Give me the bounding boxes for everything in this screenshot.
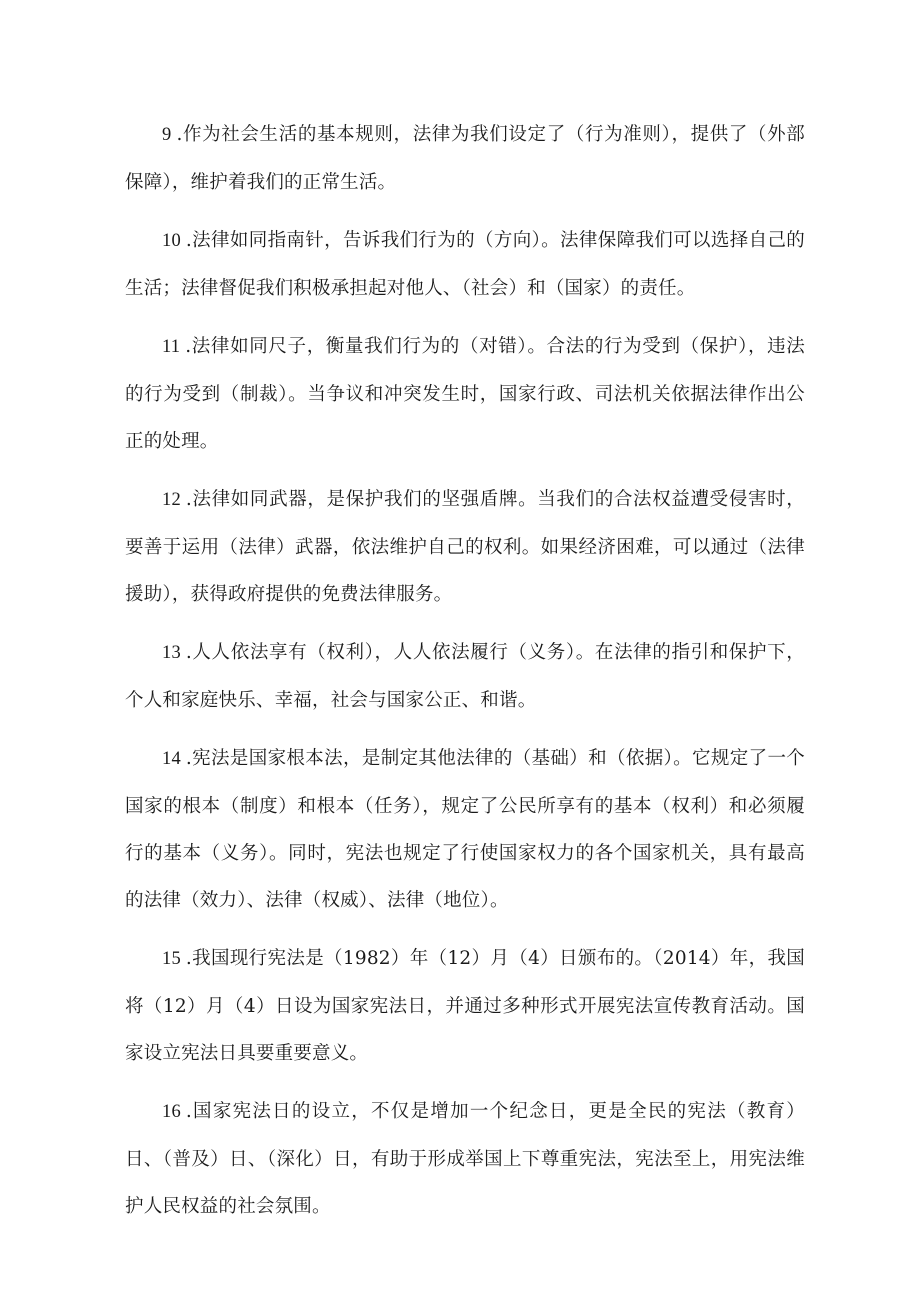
paragraph-text: .宪法是国家根本法，是制定其他法律的（基础）和（依据）。它规定了一个国家的根本（制度）和根本（任务），规定了公民所享有的基本（权利）和必须履行的基本（义务）。同时，宪法也规定了行使国家权力的各个国家机关，具有最高的法律（效力）、法律（权威）、法律（地位）。 (125, 748, 805, 911)
paragraph-text: .法律如同尺子，衡量我们行为的（对错）。合法的行为受到（保护），违法的行为受到（制裁）。当争议和冲突发生时，国家行政、司法机关依据法律作出公正的处理。 (125, 336, 805, 452)
document-body (125, 111, 805, 1241)
paragraph-12 (125, 476, 805, 618)
paragraph-number: 10 (162, 231, 181, 251)
paragraph-16 (125, 1088, 805, 1230)
paragraph-number: 13 (162, 643, 181, 663)
paragraph-number: 15 (162, 949, 181, 969)
paragraph-10 (125, 217, 805, 312)
paragraph-number: 11 (162, 337, 181, 357)
paragraph-11 (125, 323, 805, 465)
paragraph-number: 12 (162, 490, 181, 510)
paragraph-text: .法律如同武器，是保护我们的坚强盾牌。当我们的合法权益遭受侵害时，要善于运用（法律）武器，依法维护自己的权利。如果经济困难，可以通过（法律援助），获得政府提供的免费法律服务。 (125, 489, 805, 605)
paragraph-14 (125, 735, 805, 924)
paragraph-number: 16 (162, 1102, 181, 1122)
paragraph-number: 14 (162, 749, 181, 769)
paragraph-text: .法律如同指南针，告诉我们行为的（方向）。法律保障我们可以选择自己的生活；法律督促我们积极承担起对他人、（社会）和（国家）的责任。 (125, 230, 805, 299)
paragraph-number: 9 (162, 125, 172, 145)
paragraph-text: .我国现行宪法是（1982）年（12）月（4）日颁布的。（2014）年，我国将（12）月（4）日设为国家宪法日，并通过多种形式开展宪法宣传教育活动。国家设立宪法日具要重要意义。 (125, 948, 805, 1064)
paragraph-text: .国家宪法日的设立，不仅是增加一个纪念日，更是全民的宪法（教育）日、（普及）日、（深化）日，有助于形成举国上下尊重宪法，宪法至上，用宪法维护人民权益的社会氛围。 (125, 1101, 805, 1217)
paragraph-text: .人人依法享有（权利），人人依法履行（义务）。在法律的指引和保护下，个人和家庭快乐、幸福，社会与国家公正、和谐。 (125, 642, 805, 711)
paragraph-9 (125, 111, 805, 206)
paragraph-15 (125, 935, 805, 1077)
paragraph-13 (125, 629, 805, 724)
paragraph-text: .作为社会生活的基本规则，法律为我们设定了（行为准则），提供了（外部保障），维护着我们的正常生活。 (125, 124, 805, 193)
